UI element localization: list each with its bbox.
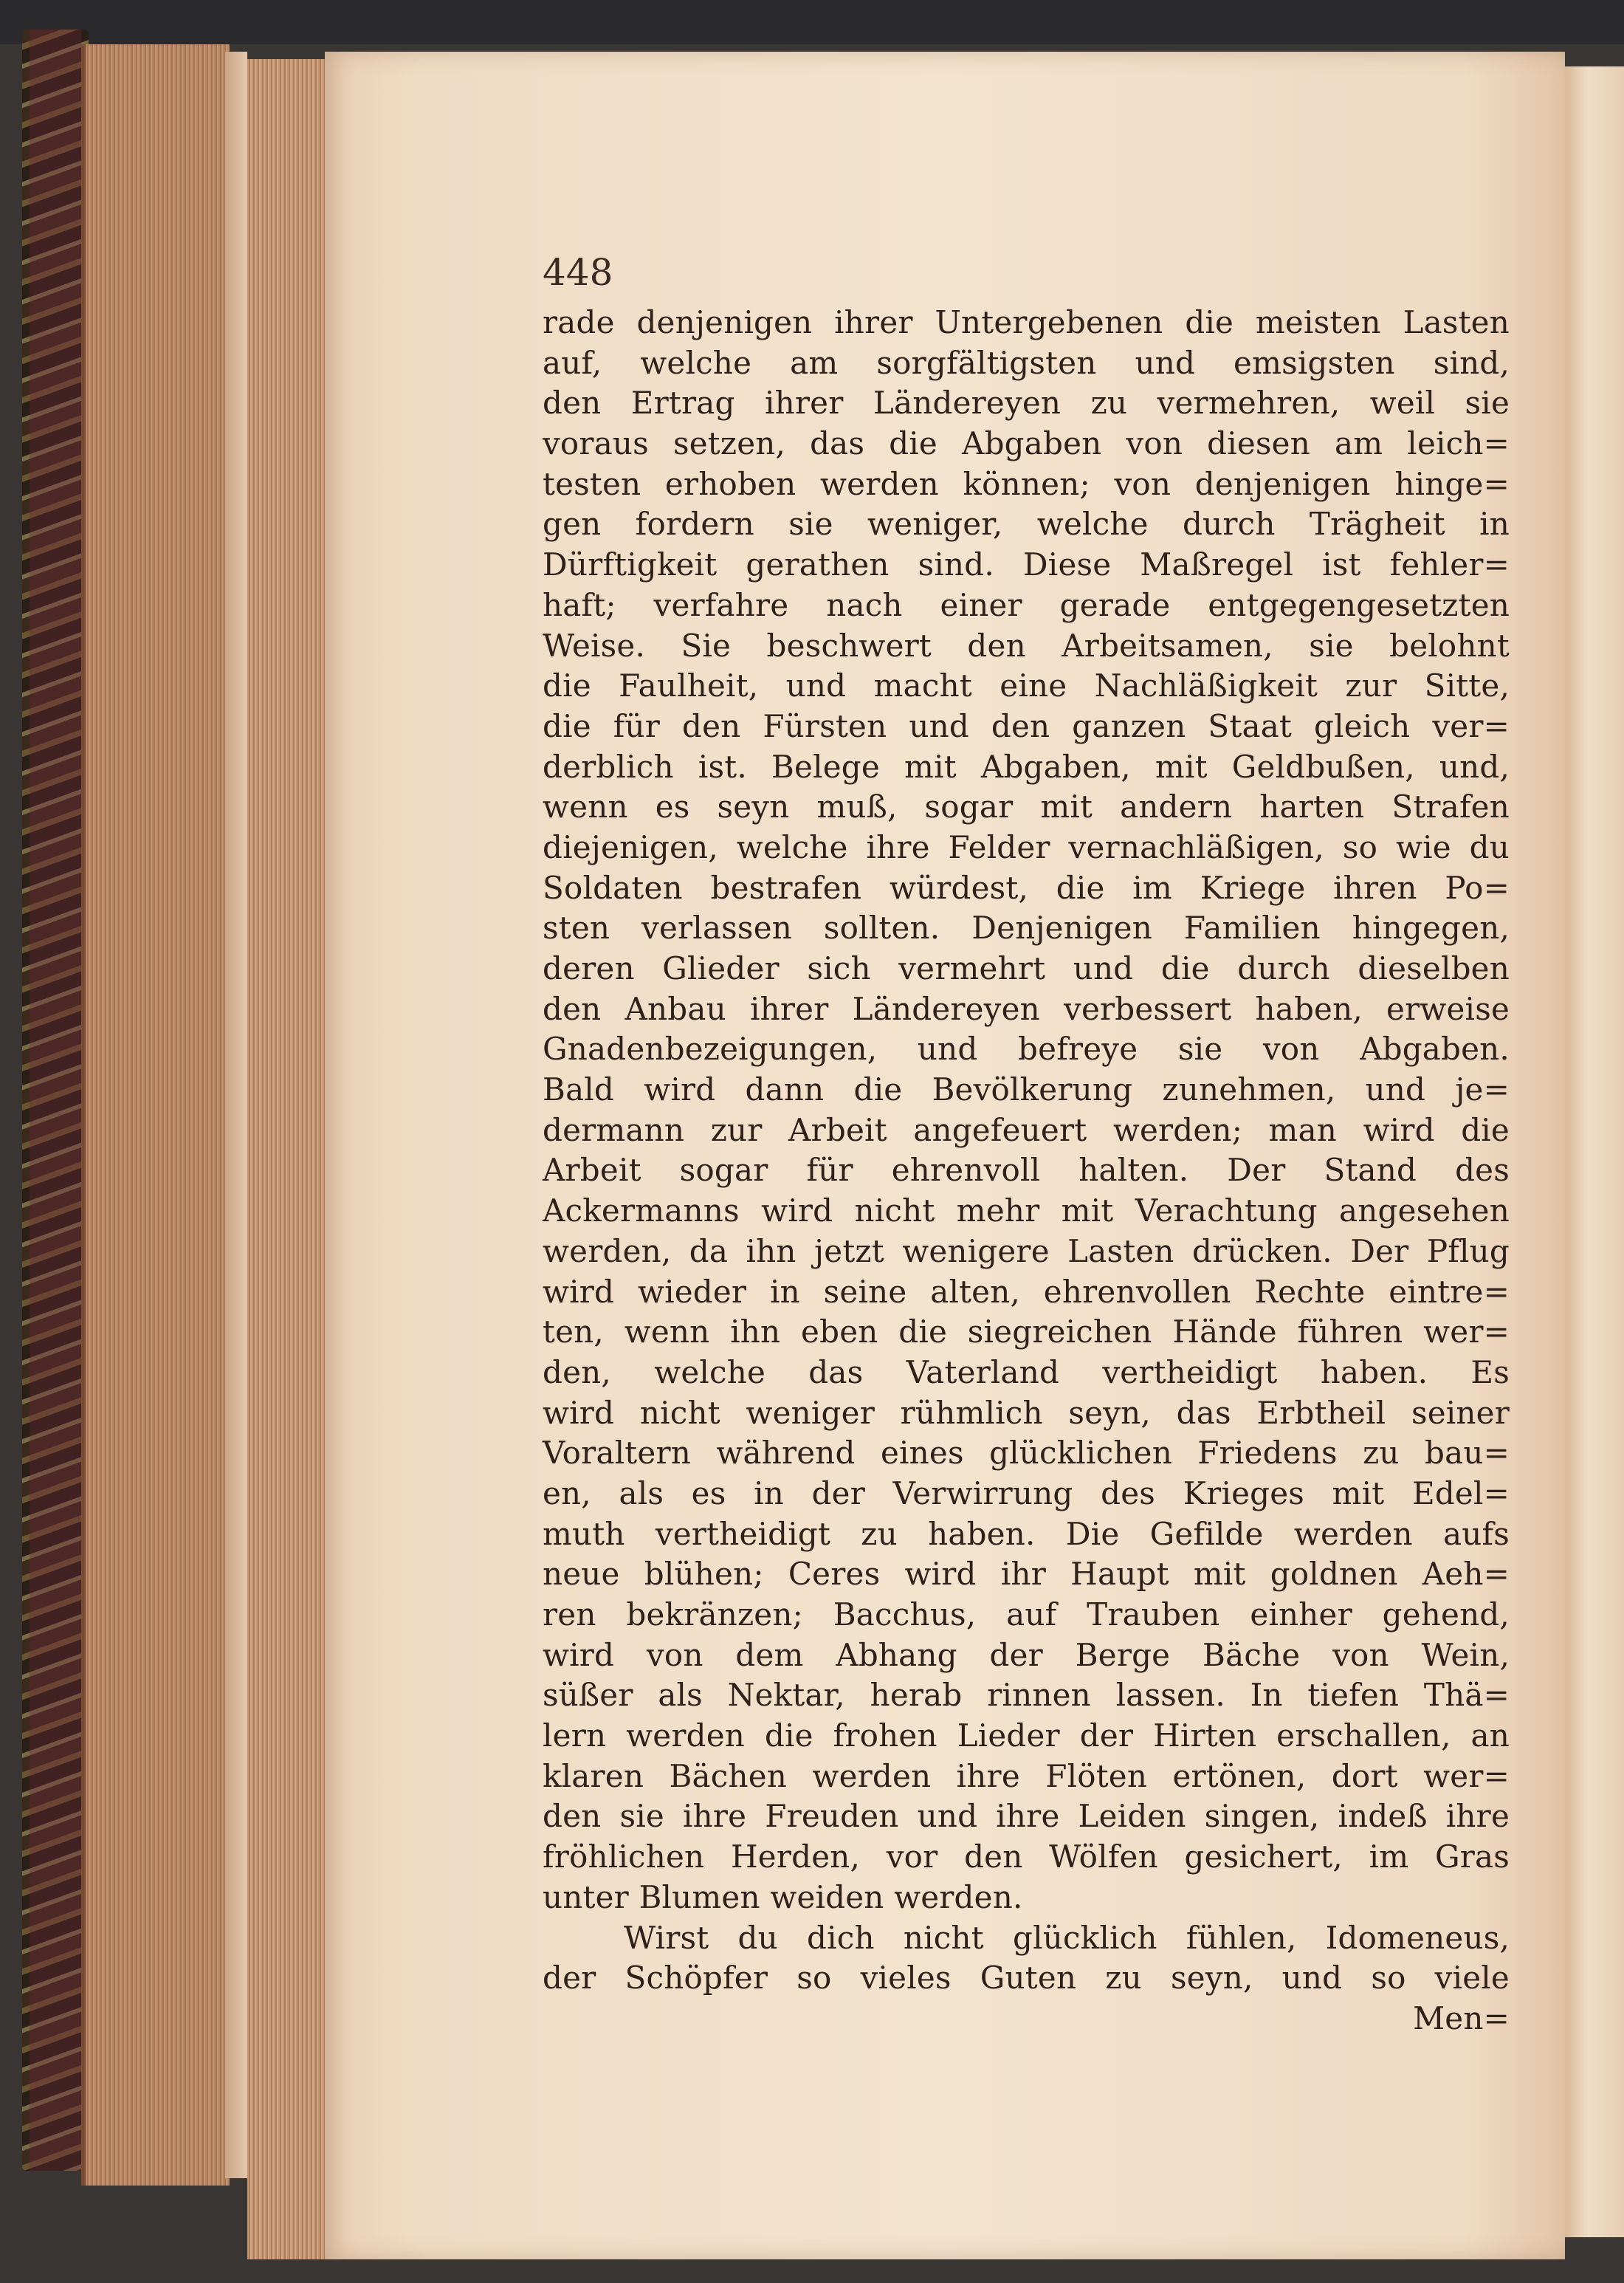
text-line: muth vertheidigt zu haben. Die Gefilde werden aufs bbox=[543, 1515, 1510, 1552]
page-gap bbox=[225, 52, 247, 2178]
text-line: deren Glieder sich vermehrt und die durch dieselben bbox=[543, 950, 1510, 986]
text-line: süßer als Nektar, herab rinnen lassen. In tiefen Thä= bbox=[543, 1677, 1510, 1714]
text-line: fröhlichen Herden, vor den Wölfen gesichert, im Gras bbox=[543, 1839, 1510, 1875]
paragraph-start-line: Wirst du dich nicht glücklich fühlen, Idomeneus, bbox=[624, 1919, 1510, 1956]
text-line: wenn es seyn muß, sogar mit andern harten Strafen bbox=[543, 789, 1510, 825]
text-line: Soldaten bestrafen würdest, die im Kriege ihren Po= bbox=[543, 869, 1510, 906]
text-line: klaren Bächen werden ihre Flöten ertönen, dort wer= bbox=[543, 1757, 1510, 1794]
text-line: wird wieder in seine alten, ehrenvollen Rechte eintre= bbox=[543, 1273, 1510, 1310]
text-line: die Faulheit, und macht eine Nachläßigkeit zur Sitte, bbox=[543, 667, 1510, 704]
text-line: Bald wird dann die Bevölkerung zunehmen, und je= bbox=[543, 1071, 1510, 1108]
text-line: Gnadenbezeigungen, und befreye sie von Abgaben. bbox=[543, 1031, 1510, 1068]
text-line: Dürftigkeit gerathen sind. Diese Maßregel ist fehler= bbox=[543, 546, 1510, 583]
text-line: wird von dem Abhang der Berge Bäche von Wein, bbox=[543, 1636, 1510, 1673]
text-line: den, welche das Vaterland vertheidigt haben. Es bbox=[543, 1353, 1510, 1390]
text-line: sten verlassen sollten. Denjenigen Familien hingegen, bbox=[543, 910, 1510, 947]
text-line: gen fordern sie weniger, welche durch Trägheit in bbox=[543, 506, 1510, 543]
text-line: rade denjenigen ihrer Untergebenen die meisten Lasten bbox=[543, 304, 1510, 340]
text-line: Arbeit sogar für ehrenvoll halten. Der Stand des bbox=[543, 1152, 1510, 1189]
paragraph-end-line: unter Blumen weiden werden. bbox=[543, 1878, 1023, 1915]
text-line: auf, welche am sorgfältigsten und emsigsten sind, bbox=[543, 344, 1510, 381]
catchword: Men= bbox=[1413, 1999, 1510, 2036]
text-line: haft; verfahre nach einer gerade entgegengesetzten bbox=[543, 586, 1510, 623]
text-line: wird nicht weniger rühmlich seyn, das Erbtheil seiner bbox=[543, 1394, 1510, 1431]
text-line: die für den Fürsten und den ganzen Staat gleich ver= bbox=[543, 707, 1510, 744]
text-line: derblich ist. Belege mit Abgaben, mit Geldbußen, und, bbox=[543, 748, 1510, 785]
page-edges-left bbox=[81, 44, 230, 2186]
page-number: 448 bbox=[543, 251, 613, 294]
text-line: ten, wenn ihn eben die siegreichen Hände führen wer= bbox=[543, 1314, 1510, 1350]
page-edges-right bbox=[1565, 66, 1624, 2237]
text-line: der Schöpfer so vieles Guten zu seyn, und so viele bbox=[543, 1960, 1510, 1997]
text-line: den Ertrag ihrer Ländereyen zu vermehren, weil sie bbox=[543, 385, 1510, 422]
text-line: den sie ihre Freuden und ihre Leiden singen, indeß ihre bbox=[543, 1798, 1510, 1835]
text-line: voraus setzen, das die Abgaben von diesen am leich= bbox=[543, 425, 1510, 462]
text-line: en, als es in der Verwirrung des Krieges mit Edel= bbox=[543, 1474, 1510, 1511]
text-line: neue blühen; Ceres wird ihr Haupt mit goldnen Aeh= bbox=[543, 1556, 1510, 1593]
text-line: diejenigen, welche ihre Felder vernachläßigen, so wie du bbox=[543, 828, 1510, 865]
text-line: testen erhoben werden können; von denjenigen hinge= bbox=[543, 465, 1510, 502]
text-line: dermann zur Arbeit angefeuert werden; man wird die bbox=[543, 1111, 1510, 1148]
text-line: Voraltern während eines glücklichen Friedens zu bau= bbox=[543, 1435, 1510, 1472]
text-line: werden, da ihn jetzt wenigere Lasten drücken. Der Pflug bbox=[543, 1232, 1510, 1269]
text-line: lern werden die frohen Lieder der Hirten erschallen, an bbox=[543, 1717, 1510, 1754]
background bbox=[0, 0, 1624, 44]
text-line: den Anbau ihrer Ländereyen verbessert haben, erweise bbox=[543, 990, 1510, 1027]
page-edges-inner bbox=[247, 59, 328, 2259]
text-line: ren bekränzen; Bacchus, auf Trauben einher gehend, bbox=[543, 1596, 1510, 1633]
page-text bbox=[543, 303, 1510, 2039]
book-cover-edge bbox=[30, 30, 81, 2171]
text-line: Ackermanns wird nicht mehr mit Verachtung angesehen bbox=[543, 1192, 1510, 1229]
text-line: Weise. Sie beschwert den Arbeitsamen, sie belohnt bbox=[543, 627, 1510, 664]
